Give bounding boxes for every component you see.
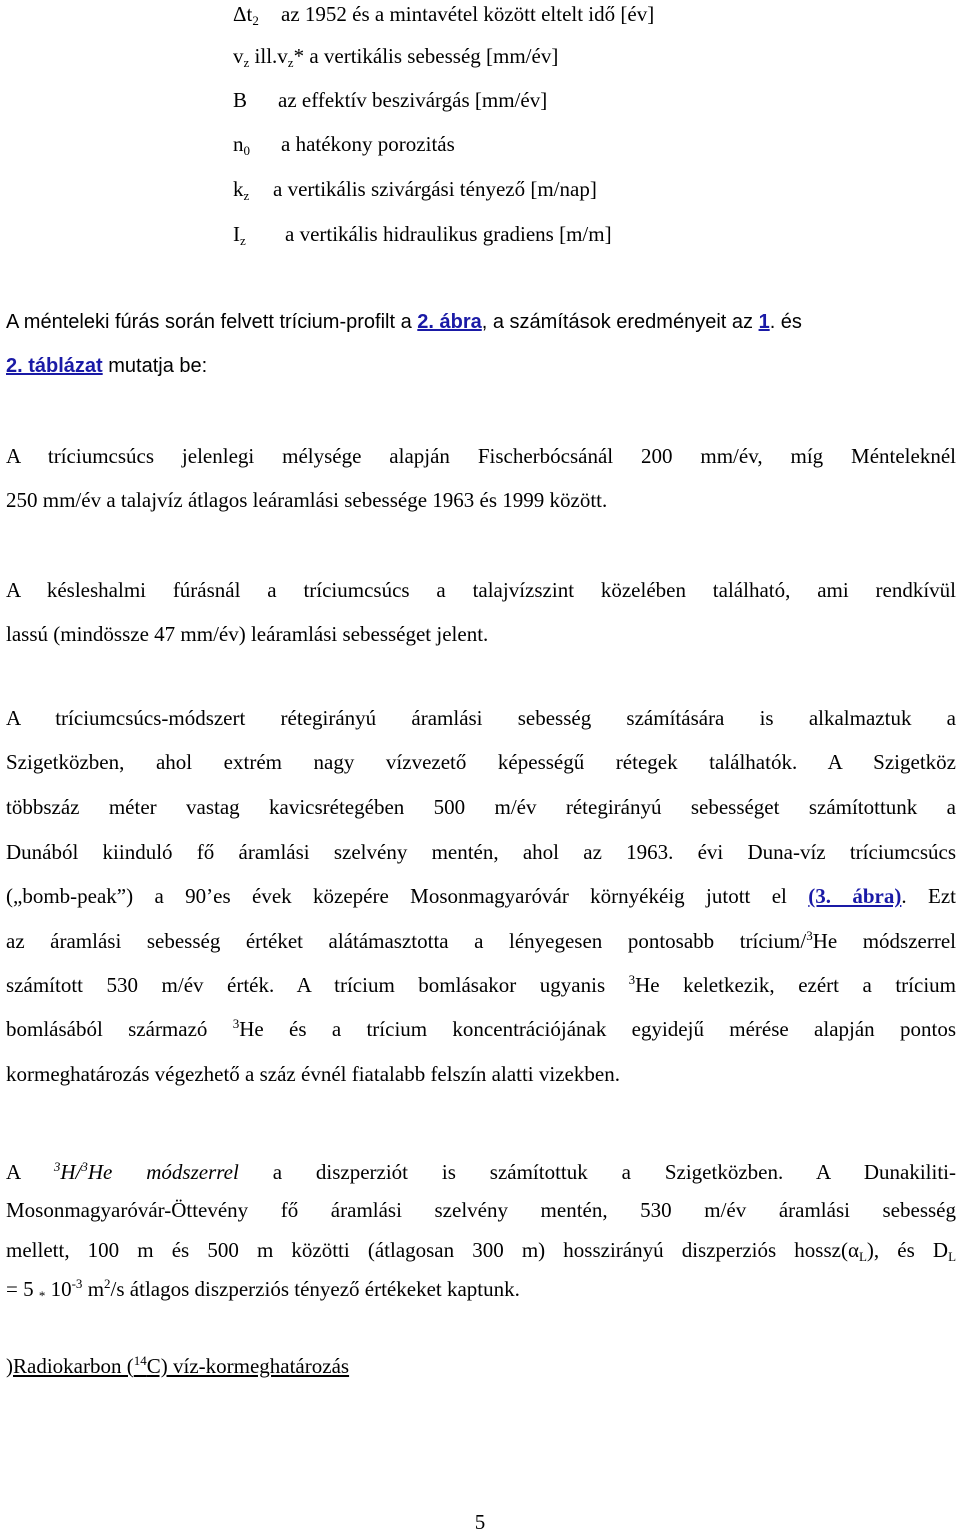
paragraph-5-line-1: A $^3$H/$^3$He módszerrel a diszperziót is számítottuk a Szigetközben. A Dunakiliti-: [6, 1159, 956, 1184]
paragraph-3-line-1: A késleshalmi fúrásnál a tríciumcsúcs a talajvízszint közelében található, ami rendkívül: [6, 578, 956, 602]
paragraph-4-line-4: Dunából kiinduló fő áramlási szelvény mentén, ahol az 1963. évi Duna-víz tríciumcsúcs: [6, 840, 956, 864]
paragraph-5-line-4: = 5 $_*$ $10^{-3}$ $m^2/s$ átlagos diszperziós tényező értékeket kaptunk.: [6, 1276, 520, 1303]
paragraph-4-line-2: Szigetközben, ahol extrém nagy vízvezető képességű rétegek találhatók. A Szigetköz: [6, 750, 956, 774]
def-symbol-vz: $v_z$ $ill.v_z*$ a vertikális sebesség [mm/év]: [233, 44, 559, 70]
paragraph-2-line-1: A tríciumcsúcs jelenlegi mélysége alapján Fischerbócsánál 200 mm/év, míg Ménteleknél: [6, 444, 956, 468]
paragraph-4-line-1: A tríciumcsúcs-módszert rétegirányú áramlási sebesség számítására is alkalmaztuk a: [6, 706, 956, 730]
link-abra-2[interactable]: 2. ábra: [417, 311, 482, 333]
paragraph-5-line-2: Mosonmagyaróvár-Öttevény fő áramlási szelvény mentén, 530 m/év áramlási sebesség: [6, 1198, 956, 1222]
link-table-2[interactable]: 2. táblázat: [6, 355, 103, 377]
paragraph-3-line-2: lassú (mindössze 47 mm/év) leáramlási sebességet jelent.: [6, 622, 489, 646]
def-symbol-iz: $I_z$: [233, 222, 246, 248]
paragraph-4-line-6: az áramlási sebesség értéket alátámasztotta a lényegesen pontosabb trícium/$^3$He módszerrel: [6, 928, 956, 953]
paragraph-4-line-9: kormeghatározás végezhető a száz évnél fiatalabb felszín alatti vizekben.: [6, 1062, 620, 1086]
def-symbol-dt: $\Delta t_2$: [233, 2, 259, 28]
paragraph-1-line-1: A ménteleki fúrás során felvett trícium-profilt a 2. ábra, a számítások eredményeit az 1. és: [6, 311, 802, 333]
def-symbol-b: B: [233, 88, 248, 112]
paragraph-4-line-3: többszáz méter vastag kavicsrétegében 500 m/év rétegirányú sebességet számítottunk a: [6, 795, 956, 819]
paragraph-2-line-2: 250 mm/év a talajvíz átlagos leáramlási sebessége 1963 és 1999 között.: [6, 488, 608, 512]
def-symbol-n0: $n_0$: [233, 132, 250, 158]
def-text-iz: a vertikális hidraulikus gradiens [m/m]: [285, 222, 612, 246]
section-heading-radiokarbon: )Radiokarbon ($^{14}$C) víz-kormeghatározás: [6, 1353, 350, 1378]
paragraph-4-line-8: bomlásából származó $^3$He és a trícium koncentrációjának egyidejű mérése alapján pontos: [6, 1016, 956, 1041]
page-number: 5: [474, 1510, 486, 1534]
def-symbol-kz: $k_z$: [233, 177, 250, 203]
paragraph-5-line-3: mellett, 100 m és 500 m közötti (átlagosan 300 m) hosszirányú diszperziós $hossz(\alpha_L)$, és $D_L$: [6, 1238, 957, 1264]
paragraph-4-line-5: („bomb-peak”) a 90’es évek közepére Mosonmagyaróvár környékéig jutott el (3. ábra). Ezt: [6, 884, 956, 908]
def-text-n0: a hatékony porozitás: [281, 132, 455, 156]
paragraph-1-line-2: 2. táblázat mutatja be:: [6, 355, 208, 377]
def-text-kz: a vertikális szivárgási tényező [m/nap]: [273, 177, 597, 201]
link-table-1[interactable]: 1: [758, 311, 770, 333]
def-text-dt: az 1952 és a mintavétel között eltelt idő [év]: [281, 2, 655, 26]
paragraph-4-line-7: számított 530 m/év érték. A trícium bomlásakor ugyanis $^3$He keletkezik, ezért a trícium: [6, 972, 956, 997]
def-text-b: az effektív beszivárgás [mm/év]: [278, 88, 548, 112]
link-abra-3[interactable]: (3. ábra): [808, 884, 902, 908]
